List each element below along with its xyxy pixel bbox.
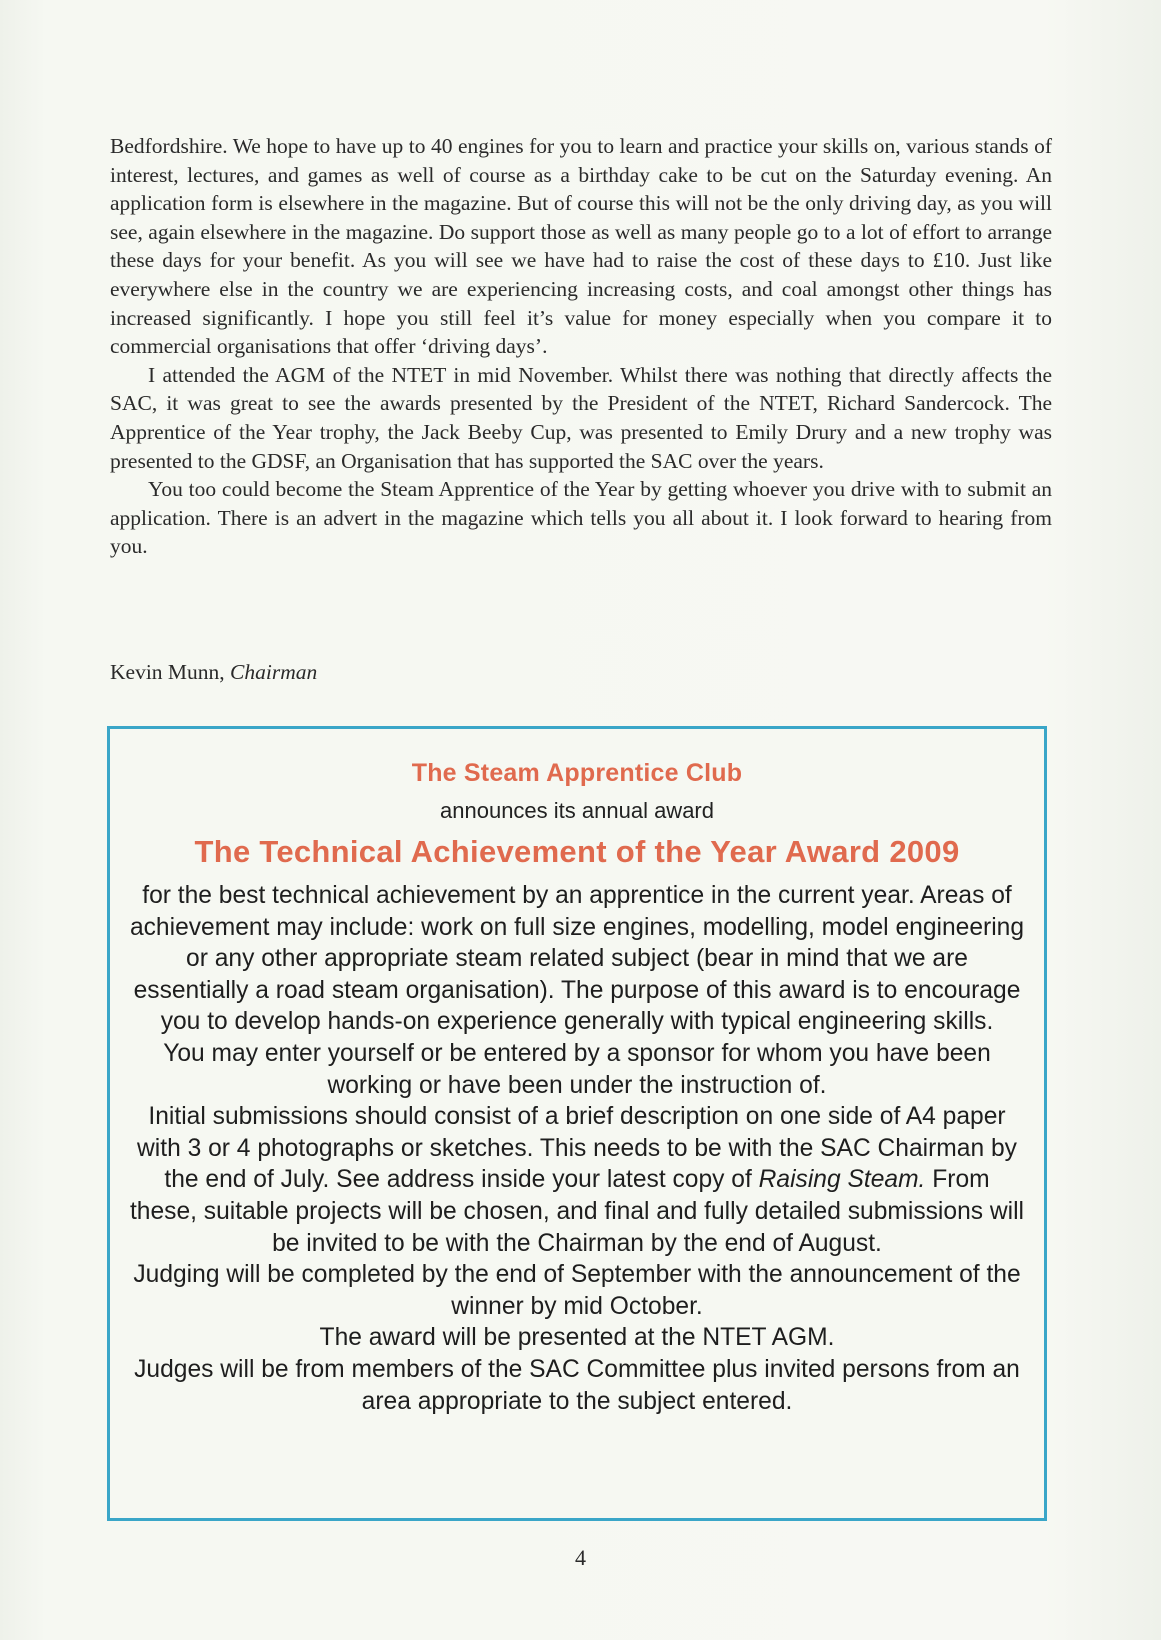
- award-presentation: The award will be presented at the NTET AGM.: [319, 1324, 835, 1352]
- club-name: The Steam Apprentice Club: [411, 759, 743, 787]
- award-announcement: announces its annual award: [440, 798, 714, 823]
- article-signature: [110, 660, 317, 685]
- chairman-article: [110, 132, 1052, 561]
- signature-role: Chairman: [230, 660, 318, 684]
- award-description: [128, 880, 1026, 1417]
- article-paragraph-1: Bedfordshire. We hope to have up to 40 engines for you to learn and practice your skills on, various stands of interest, lectures, and games as well of course as a birthday cake to be cut on the Saturday evening. An application form is elsewhere in the magazine. But of course this will not be the only driving day, as you will see, again elsewhere in the magazine. Do support those as well as many people go to a lot of effort to arrange these days for your benefit. As you will see we have had to raise the cost of these days to £10. Just like everywhere else in the country we are experiencing increasing costs, and coal amongst other things has increased significantly. I hope you still feel it’s value for money especially when you compare it to commercial organisations that offer ‘driving days’.: [110, 134, 1052, 359]
- submissions-text-before: Initial submissions should consist of a brief description on one side of A4 paper with 3 or 4 photographs or sketches. This needs to be with the SAC Chairman by the end of July. See address inside your latest copy of: [137, 1103, 1017, 1194]
- award-entry: You may enter yourself or be entered by a sponsor for whom you have been working or have been under the instruction of.: [163, 1039, 991, 1099]
- signature-name: Kevin Munn,: [110, 660, 225, 684]
- award-judges: Judges will be from members of the SAC Committee plus invited persons from an area appropriate to the subject entered.: [134, 1355, 1020, 1415]
- submissions-text-after: From these, suitable projects will be chosen, and final and fully detailed submissions will be invited to be with the Chairman by the end of August.: [129, 1166, 1025, 1257]
- article-paragraph-2: I attended the AGM of the NTET in mid November. Whilst there was nothing that directly affects the SAC, it was great to see the awards presented by the President of the NTET, Richard Sandercock. The Apprentice of the Year trophy, the Jack Beeby Cup, was presented to Emily Drury and a new trophy was presented to the GDSF, an Organisation that has supported the SAC over the years.: [110, 362, 1052, 473]
- magazine-name: Raising Steam.: [758, 1166, 926, 1194]
- award-title: The Technical Achievement of the Year Award 2009: [194, 834, 960, 869]
- award-submissions: [128, 1101, 1026, 1259]
- award-judging: Judging will be completed by the end of September with the announcement of the winner by mid October.: [133, 1261, 1021, 1320]
- award-intro: for the best technical achievement by an apprentice in the current year. Areas of achievement may include: work on full size engines, modelling, model engineering or any other appropriate steam related subject (bear in mind that we are essentially a road steam organisation). The purpose of this award is to encourage you to develop hands-on experience generally with typical engineering skills.: [129, 882, 1025, 1036]
- award-advert-box: [107, 726, 1047, 1521]
- article-paragraph-3: You too could become the Steam Apprentice of the Year by getting whoever you drive with to submit an application. There is an advert in the magazine which tells you all about it. I look forward to hearing from you.: [110, 477, 1052, 559]
- page-number: 4: [575, 1545, 586, 1570]
